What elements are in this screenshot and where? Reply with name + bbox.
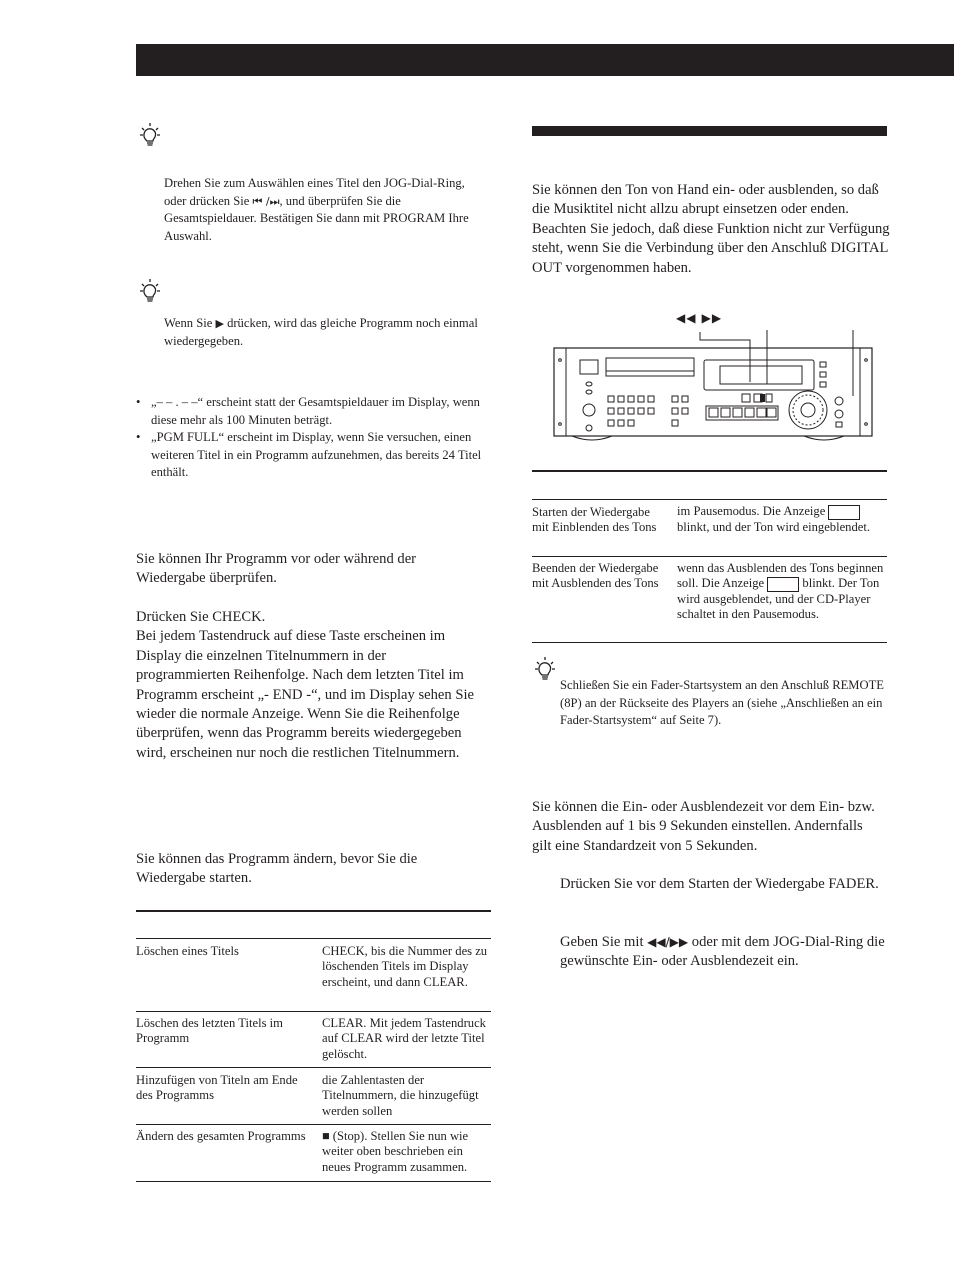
tip-icon	[138, 276, 162, 304]
fader-intro: Sie können den Ton von Hand ein- oder ausblenden, so daß die Musiktitel nicht allzu abrupt einsetzen oder enden. Beachten Sie jedoch, daß diese Funktion nicht zur Verfügung steht, wenn Sie die Verbindung über den Anschluß DIGITAL OUT vorgenommen haben.	[532, 182, 890, 276]
table-rule	[136, 1181, 491, 1182]
note-item: • „PGM FULL“ erscheint im Display, wenn Sie versuchen, einen weiteren Titel in ein Programm aufzunehmen, das bereits 24 Titel enthält.	[136, 429, 488, 482]
table-cell: Löschen des letzten Titels im Programm	[136, 1016, 283, 1046]
check-intro: Sie können Ihr Programm vor oder während der Wiedergabe überprüfen.	[136, 551, 417, 587]
table-rule	[532, 556, 887, 557]
table-rule	[532, 470, 887, 472]
table-cell: Beenden der Wiedergabe mit Ausblenden des Tons	[532, 561, 659, 591]
tip2-text: Wenn Sie ▶ drücken, wird das gleiche Programm noch einmal wiedergegeben.	[164, 316, 478, 348]
time-intro: Sie können die Ein- oder Ausblendezeit vor dem Ein- bzw. Ausblenden auf 1 bis 9 Sekunden einstellen. Andernfalls gilt eine Standardzeit von 5 Sekunden.	[532, 799, 875, 854]
table-rule	[136, 938, 491, 939]
header-bar	[136, 44, 954, 76]
note-item: • „– – . – –“ erscheint statt der Gesamtspieldauer im Display, wenn diese mehr als 100 Minuten beträgt.	[136, 394, 488, 429]
table-cell: die Zahlentasten der Titelnummern, die hinzugefügt werden sollen	[322, 1073, 479, 1118]
table-rule	[136, 910, 491, 912]
table-rule	[532, 499, 887, 500]
fader-tip-text: Schließen Sie ein Fader-Startsystem an den Anschluß REMOTE (8P) an der Rückseite des Players an (siehe „Anschließen an ein Fader-Startsystem“ auf Seite 7).	[560, 678, 884, 728]
table-cell: im Pausemodus. Die Anzeige blinkt, und der Ton wird eingeblendet.	[677, 504, 871, 534]
table-cell: wenn das Ausblenden des Tons beginnen soll. Die Anzeige blinkt. Der Ton wird ausgeblendet, und der CD-Player schaltet in den Pausemodus.	[677, 561, 884, 622]
table-cell: ■ (Stop). Stellen Sie nun wie weiter oben beschrieben ein neues Programm zusammen.	[322, 1129, 469, 1174]
tip1-text: Drehen Sie zum Auswählen eines Titel den JOG-Dial-Ring, oder drücken Sie ⏮ /⏭, und überprüfen Sie die Gesamtspieldauer. Bestätigen Sie dann mit PROGRAM Ihre Auswahl.	[164, 176, 469, 243]
notes-list	[136, 394, 488, 482]
tip-icon	[533, 654, 557, 682]
fade-out-indicator-icon	[767, 577, 799, 592]
check-step: Drücken Sie CHECK. Bei jedem Tastendruck auf diese Taste erscheinen im Display die einzelnen Titelnummern in der programmierten Reihenfolge. Nach dem letzten Titel im Programm erscheint „- END -“, und im Display sehen Sie wieder die normale Anzeige. Wenn Sie die Reihenfolge überprüfen, wenn das Programm bereits wiedergegeben wird, erscheinen nur noch die restlichen Titelnummern.	[136, 609, 475, 761]
step-2: Geben Sie mit ◀◀/▶▶ oder mit dem JOG-Dial-Ring die gewünschte Ein- oder Ausblendezeit ein.	[560, 934, 885, 970]
table-rule	[136, 1124, 491, 1125]
change-intro: Sie können das Programm ändern, bevor Sie die Wiedergabe starten.	[136, 851, 418, 887]
tip-icon	[138, 120, 162, 148]
table-cell: Ändern des gesamten Programms	[136, 1129, 306, 1143]
table-cell: Starten der Wiedergabe mit Einblenden des Tons	[532, 505, 657, 535]
cd-player-illustration	[552, 326, 878, 457]
table-cell: CHECK, bis die Nummer des zu löschenden Titels im Display erscheint, und dann CLEAR.	[322, 944, 488, 989]
fade-in-indicator-icon	[828, 505, 860, 520]
table-cell: CLEAR. Mit jedem Tastendruck auf CLEAR wird der letzte Titel gelöscht.	[322, 1016, 486, 1061]
table-cell: Löschen eines Titels	[136, 944, 239, 958]
table-cell: Hinzufügen von Titeln am Ende des Programms	[136, 1073, 298, 1103]
step-1: Drücken Sie vor dem Starten der Wiedergabe FADER.	[560, 876, 879, 892]
table-rule	[532, 642, 887, 643]
section-rule	[532, 126, 887, 136]
table-rule	[136, 1011, 491, 1012]
seek-buttons-label: ◀◀ ▶▶	[676, 311, 723, 325]
table-rule	[136, 1067, 491, 1068]
